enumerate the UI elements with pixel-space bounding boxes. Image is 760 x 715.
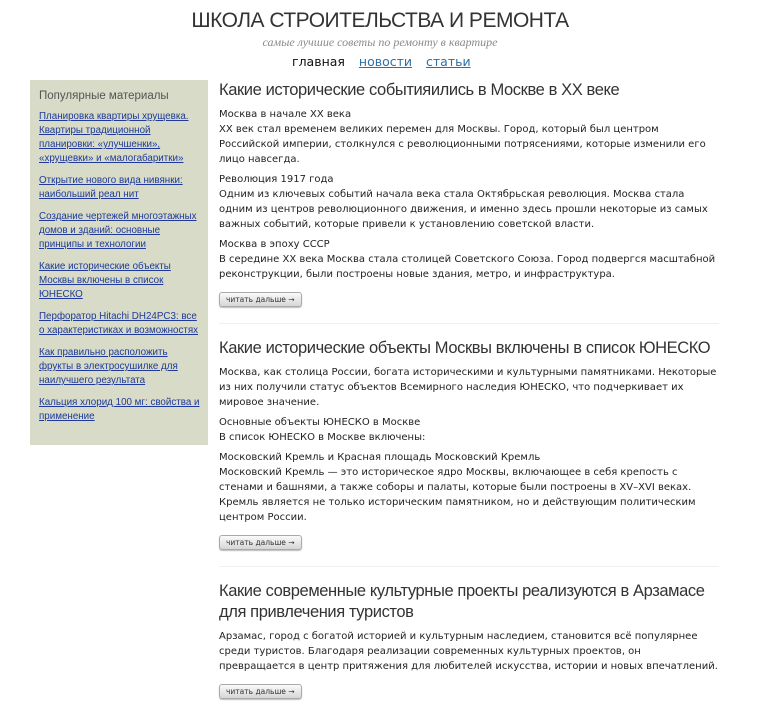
article-text: XX век стал временем великих перемен для Москвы. Город, который был центром Российской империи, столкнулся с революционными потрясениями, которые изменили его лицо навсегда. [219,124,706,165]
popular-link[interactable]: Создание чертежей многоэтажных домов и зданий: основные принципы и технологии [39,211,197,250]
article-subheading: Основные объекты ЮНЕСКО в Москве [219,417,421,428]
popular-link[interactable]: Открытие нового вида нивянки: наибольший реал нит [39,175,183,200]
main-nav [292,54,481,69]
main-content [219,80,719,715]
article [219,338,719,550]
sidebar-popular [30,80,208,445]
popular-link[interactable]: Перфоратор Hitachi DH24PC3: все о характеристиках и возможностях [39,311,199,336]
sidebar-title: Популярные материалы [39,90,169,102]
article [219,581,719,699]
list-item [39,310,200,338]
popular-list [39,110,200,424]
popular-link[interactable]: Кальция хлорид 100 мг: свойства и применение [39,397,200,422]
article-subheading: Москва в эпоху СССР [219,239,330,250]
read-more-button[interactable]: читать дальше → [219,292,302,307]
divider [219,566,719,567]
list-item [39,260,200,302]
article-text: В середине XX века Москва стала столицей Советского Союза. Город подвергся масштабной реконструкции, были построены новые здания, метро, и инфраструктура. [219,254,716,280]
article-title[interactable]: Какие исторические событияились в Москве в XX веке [219,81,620,99]
list-item [39,210,200,252]
article-text: Москва, как столица России, богата историческими и культурными памятниками. Некоторые из них получили статус объектов Всемирного наследия ЮНЕСКО, что подчеркивает их мировое значение. [219,367,717,408]
list-item [39,346,200,388]
article-text: Московский Кремль — это историческое ядро Москвы, включающее в себя крепость с стенами и башнями, а также соборы и палаты, которые были построены в XV–XVI веках. Кремль является не только историческим памятником, но и действующим политическим центром России. [219,467,696,523]
nav-home[interactable]: главная [292,54,345,69]
list-item [39,110,200,166]
read-more-button[interactable]: читать дальше → [219,535,302,550]
article-subheading: Революция 1917 года [219,174,334,185]
site-subtitle: самые лучшие советы по ремонту в квартире [262,35,498,49]
nav-articles[interactable]: статьи [426,54,471,69]
popular-link[interactable]: Планировка квартиры хрущевка. Квартиры традиционной планировки: «улучшенки», «хрущевки» и «малогабаритки» [39,111,189,164]
article-title[interactable]: Какие исторические объекты Москвы включены в список ЮНЕСКО [219,339,711,357]
read-more-button[interactable]: читать дальше → [219,684,302,699]
popular-link[interactable]: Какие исторические объекты Москвы включены в список ЮНЕСКО [39,261,171,300]
list-item [39,174,200,202]
article-text: Арзамас, город с богатой историей и культурным наследием, становится всё популярнее среди туристов. Благодаря реализации современных культурных проектов, он превращается в центр притяжения для любителей искусства, истории и новых впечатлений. [219,631,718,672]
article-title[interactable]: Какие современные культурные проекты реализуются в Арзамасе для привлечения туристов [219,582,705,621]
list-item [39,396,200,424]
article-text: Одним из ключевых событий начала века стала Октябрьская революция. Москва стала одним из центров революционного движения, и именно здесь прошли некоторые из самых важных событий, которые привели к установлению советской власти. [219,189,708,230]
article-subheading: Московский Кремль и Красная площадь Московский Кремль [219,452,541,463]
article [219,80,719,307]
article-text: В список ЮНЕСКО в Москве включены: [219,432,426,443]
nav-news[interactable]: новости [358,54,413,69]
popular-link[interactable]: Как правильно расположить фрукты в электросушилке для наилучшего результата [39,347,178,386]
article-subheading: Москва в начале XX века [219,109,352,120]
site-title: ШКОЛА СТРОИТЕЛЬСТВА И РЕМОНТА [191,9,569,32]
divider [219,323,719,324]
